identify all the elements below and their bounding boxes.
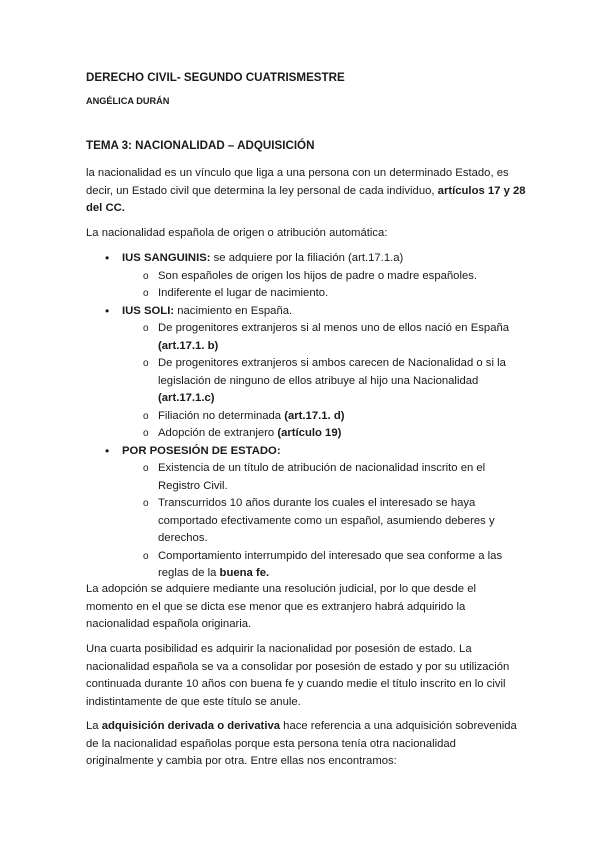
- list-item: o Comportamiento interrumpido del interesado que sea conforme a las reglas de la buena fe.: [143, 549, 503, 579]
- list-item: o Indiferente el lugar de nacimiento.: [122, 285, 526, 303]
- list-item-ius-sanguinis: • IUS SANGUINIS: se adquiere por la filiación (art.17.1.a) o Son españoles de origen los hijos de padre o madre españoles. o Indiferente el lugar de nacimiento.: [86, 250, 526, 303]
- list-item: o De progenitores extranjeros si ambos carecen de Nacionalidad o si la legislación de ninguno de ellos atribuye al hijo una Nacionalidad (art.17.1.c): [143, 357, 506, 404]
- bullet-icon: •: [105, 303, 110, 318]
- circle-bullet-icon: o: [143, 323, 149, 334]
- derivada-paragraph: La adquisición derivada o derivativa hace referencia a una adquisición sobrevenida de la nacionalidad españolas porque esta persona tenía otra nacionalidad originalmente y cambia por otra. Entre ellas nos encontramos:: [86, 720, 517, 767]
- circle-bullet-icon: o: [143, 358, 149, 369]
- circle-bullet-icon: o: [143, 428, 149, 439]
- circle-bullet-icon: o: [143, 498, 149, 509]
- list-item-ius-soli: • IUS SOLI: nacimiento en España. o De progenitores extranjeros si al menos uno de ellos nació en España (art.17.1. b) o De progenitores extranjeros si ambos carecen de Nacionalidad o si la legislación de ninguno de ellos atribuye al hijo una Nacionalidad (art.17.1.c) o Filiación no determinada (art.17.1. d) o Adopción de extranjero (artículo 19): [86, 303, 526, 443]
- circle-bullet-icon: o: [143, 288, 149, 299]
- list-item: o De progenitores extranjeros si al menos uno de ellos nació en España (art.17.1. b): [143, 322, 510, 352]
- sublist: [122, 460, 526, 583]
- list-item: o Filiación no determinada (art.17.1. d): [122, 408, 526, 426]
- circle-bullet-icon: o: [143, 550, 149, 562]
- intro-paragraph: la nacionalidad es un vínculo que liga a una persona con un determinado Estado, es decir, un Estado civil que determina la ley personal de cada individuo, artículos 17 y 28 del CC.: [86, 167, 526, 214]
- bullet-icon: •: [105, 251, 110, 265]
- sublist: [122, 268, 526, 303]
- section-heading: TEMA 3: NACIONALIDAD – ADQUISICIÓN: [86, 139, 315, 152]
- list-item-posesion: • POR POSESIÓN DE ESTADO: o Existencia de un título de atribución de nacionalidad inscrito en el Registro Civil. o Transcurridos 10 años durante los cuales el interesado se haya comportado efectivamente como un español, asumiendo deberes y derechos. o Comportamiento interrumpido del interesado que sea conforme a las reglas de la buena fe.: [86, 443, 526, 583]
- list-item: o Adopción de extranjero (artículo 19): [122, 425, 526, 443]
- origen-intro: La nacionalidad española de origen o atribución automática:: [86, 227, 388, 239]
- bullet-icon: •: [105, 443, 110, 458]
- nationality-list: [86, 250, 526, 583]
- cuarta-paragraph: Una cuarta posibilidad es adquirir la nacionalidad por posesión de estado. La nacionalidad española se va a consolidar por posesión de estado y por su utilización continuada durante 10 años con buena fe y cuando medie el título inscrito en lo civil indistintamente de que este título se anule.: [86, 643, 510, 708]
- document-title: DERECHO CIVIL- SEGUNDO CUATRISMESTRE: [86, 71, 345, 84]
- circle-bullet-icon: o: [143, 270, 149, 282]
- list-item: o Existencia de un título de atribución de nacionalidad inscrito en el Registro Civil.: [143, 462, 486, 492]
- list-item: o Son españoles de origen los hijos de padre o madre españoles.: [122, 268, 526, 286]
- circle-bullet-icon: o: [143, 410, 149, 422]
- circle-bullet-icon: o: [143, 463, 149, 474]
- list-item: o Transcurridos 10 años durante los cuales el interesado se haya comportado efectivamente como un español, asumiendo deberes y derechos.: [143, 497, 495, 544]
- sublist: [122, 320, 526, 443]
- adopcion-paragraph: La adopción se adquiere mediante una resolución judicial, por lo que desde el momento en el que se dicta ese menor que es extranjero habrá adquirido la nacionalidad española originaria.: [86, 583, 477, 630]
- author-name: ANGÉLICA DURÁN: [86, 96, 170, 106]
